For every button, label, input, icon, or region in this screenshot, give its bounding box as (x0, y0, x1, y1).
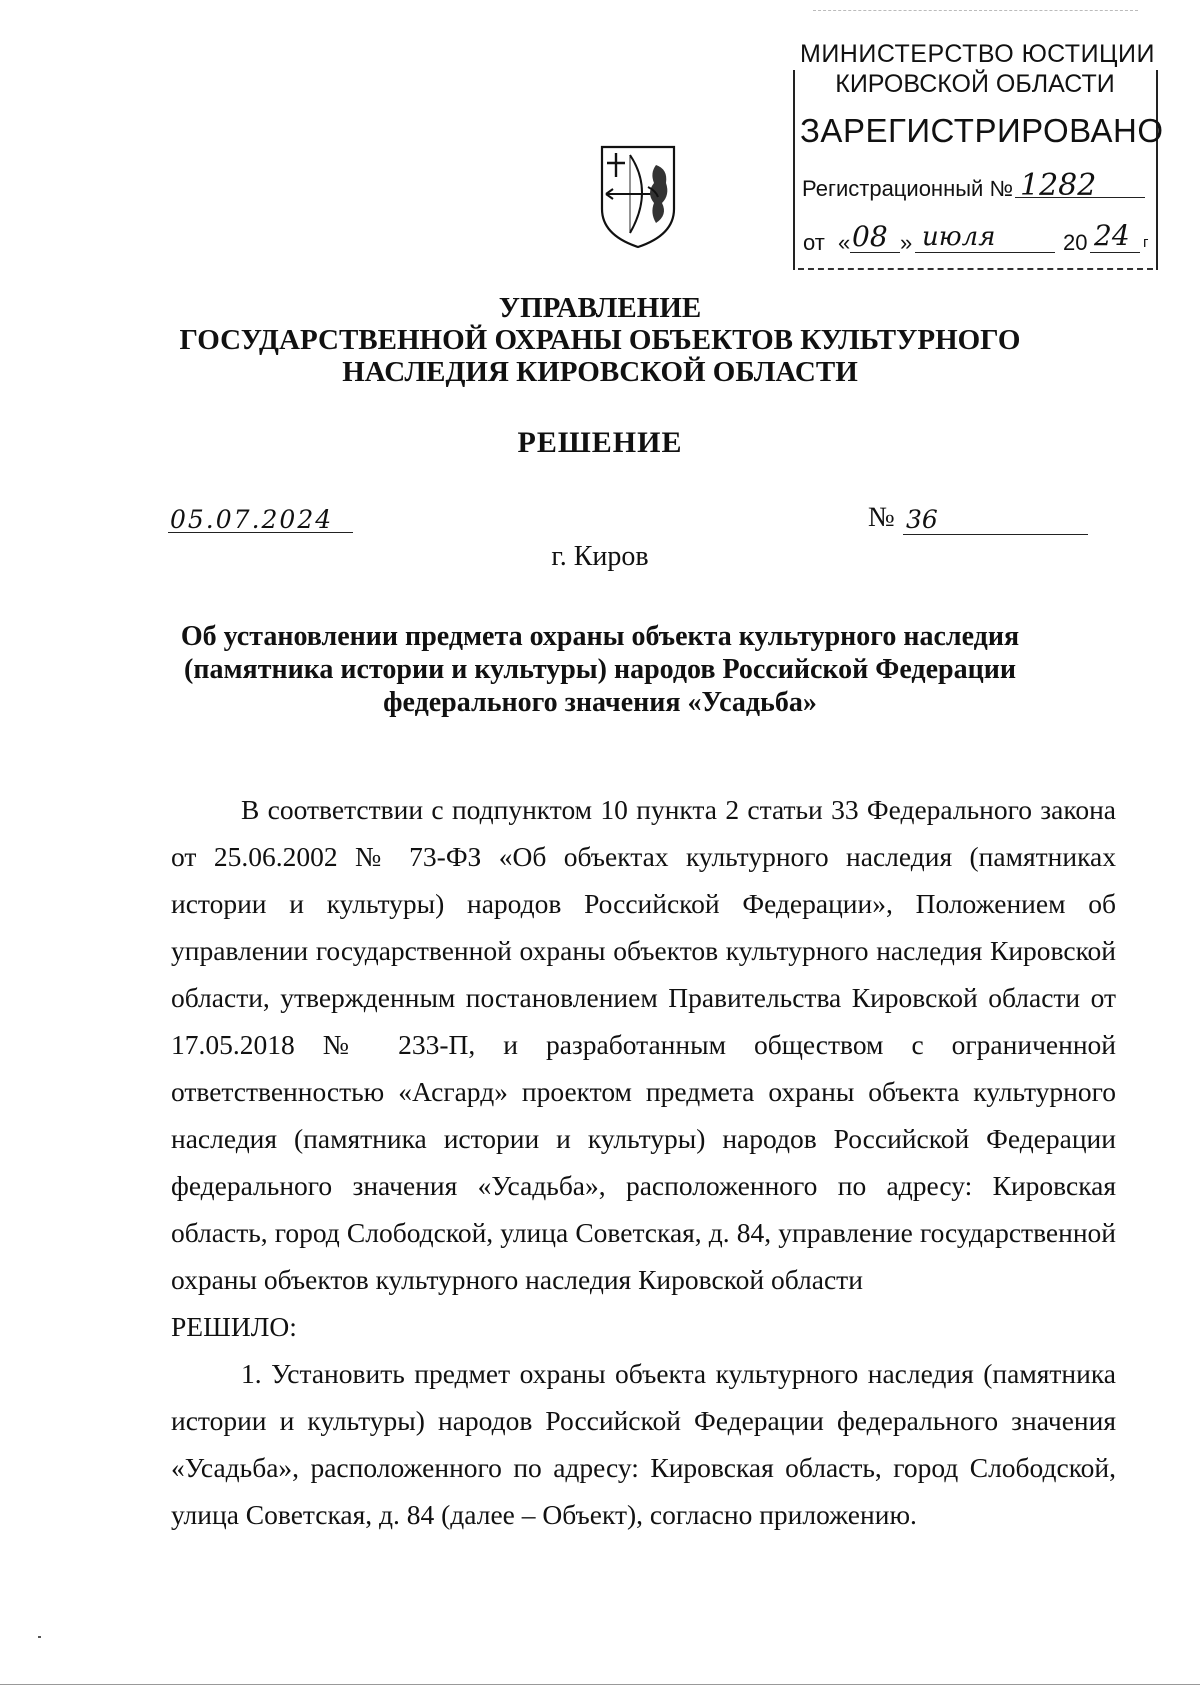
document-subject (0, 620, 1200, 719)
stamp-ministry-line2: КИРОВСКОЙ ОБЛАСТИ (835, 70, 1115, 98)
subject-line2: (памятника истории и культуры) народов Российской Федерации (184, 654, 1016, 685)
organization-line2: ГОСУДАРСТВЕННОЙ ОХРАНЫ ОБЪЕКТОВ КУЛЬТУРНОГО (179, 324, 1021, 356)
kirov-coat-of-arms-icon (596, 143, 680, 251)
organization-line3: НАСЛЕДИЯ КИРОВСКОЙ ОБЛАСТИ (342, 356, 858, 388)
document-number-value: 36 (906, 505, 938, 534)
stamp-year-value: 24 (1094, 219, 1130, 252)
document-date: 05.07.2024 (170, 505, 334, 534)
document-date-underline (168, 532, 353, 533)
document-city: г. Киров (551, 541, 649, 572)
stamp-month-value: июля (922, 222, 996, 252)
document-number-underline (903, 534, 1088, 535)
document-type: РЕШЕНИЕ (517, 426, 683, 459)
page-bottom-edge (0, 1684, 1200, 1685)
body-paragraph-preamble: В соответствии с подпунктом 10 пункта 2 статьи 33 Федерального закона от 25.06.2002 № 73-ФЗ «Об объектах культурного наследия (памятниках истории и культуры) народов Российской Федерации», Положением об управлении государственной охраны объектов культурного наследия Кировской области, утвержденным постановлением Правительства Кировской области от 17.05.2018 № 233-П, и разработанным обществом с ограниченной ответственностью «Асгард» проектом предмета охраны объекта культурного наследия (памятника истории и культуры) народов Российской Федерации федерального значения «Усадьба», расположенного по адресу: Кировская область, город Слободской, улица Советская, д. 84, управление государственной охраны объектов культурного наследия Кировской области (171, 794, 1116, 1295)
stamp-day-value: 08 (852, 220, 888, 253)
body-item-1: 1. Установить предмет охраны объекта культурного наследия (памятника истории и культуры) народов Российской Федерации федерального значения «Усадьба», расположенного по адресу: Кировская область, город Слободской, улица Советская, д. 84 (далее – Объект), согласно приложению. (171, 1358, 1116, 1530)
stamp-year-underline (1090, 252, 1140, 253)
organization-name (0, 292, 1200, 388)
stamp-month-underline (915, 252, 1055, 253)
stamp-reg-number-label: Регистрационный № (802, 176, 1014, 201)
subject-line3: федерального значения «Усадьба» (383, 687, 817, 718)
organization-line1: УПРАВЛЕНИЕ (498, 292, 702, 324)
stamp-date-prefix: от (803, 230, 825, 255)
stamp-year-suffix: г (1143, 234, 1149, 251)
stamp-quote-close: » (900, 230, 913, 255)
body-resolved: РЕШИЛО: (171, 1311, 297, 1342)
subject-line1: Об установлении предмета охраны объекта культурного наследия (180, 621, 1020, 652)
scan-speck (38, 1636, 41, 1638)
document-number-label: № (868, 502, 895, 533)
stamp-quote-open: « (838, 230, 851, 255)
stamp-ministry-line1: МИНИСТЕРСТВО ЮСТИЦИИ (800, 40, 1155, 68)
stamp-registered: ЗАРЕГИСТРИРОВАНО (800, 112, 1164, 149)
stamp-day-underline (850, 252, 900, 253)
document-body (171, 786, 1116, 1538)
stamp-reg-number-value: 1282 (1020, 168, 1097, 203)
stamp-year-prefix: 20 (1063, 230, 1088, 255)
